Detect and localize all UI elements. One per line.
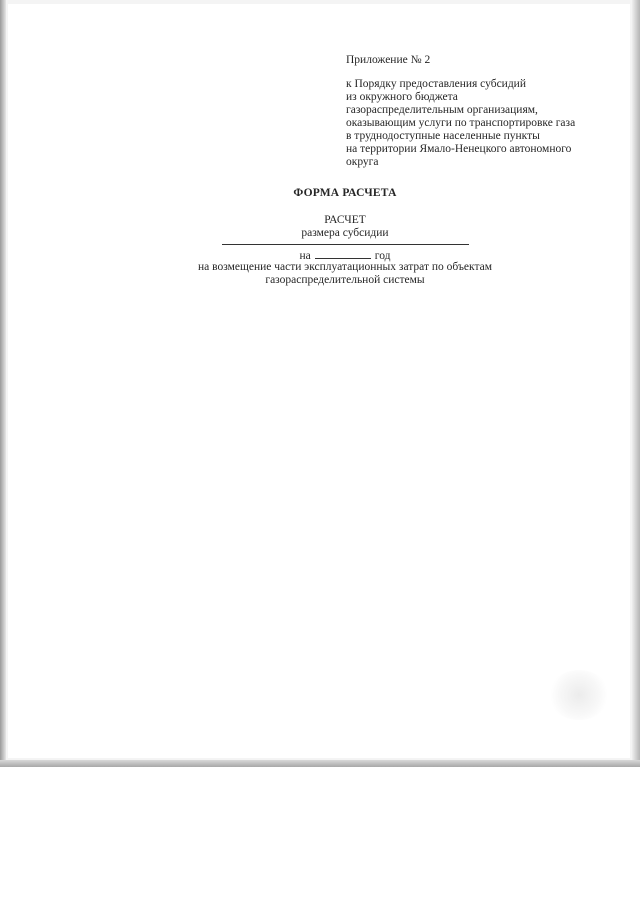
form-title: ФОРМА РАСЧЕТА (293, 187, 397, 199)
calculation-heading (170, 214, 520, 240)
appendix-basis-line: оказывающим услуги по транспортировке газа (346, 117, 576, 129)
year-blank-field (315, 248, 371, 259)
purpose-text (170, 261, 520, 287)
year-prefix: на (299, 250, 311, 262)
appendix-title: Приложение № 2 (346, 54, 431, 66)
organization-name-blank-line (222, 244, 469, 245)
scan-edge-bottom (0, 760, 640, 767)
purpose-line: на возмещение части эксплуатационных затрат по объектам (197, 261, 493, 273)
appendix-basis-line: на территории Ямало-Ненецкого автономного (346, 143, 572, 155)
scan-edge-right (632, 0, 640, 767)
appendix-basis-line: газораспределительным организациям, (346, 104, 538, 116)
appendix-basis-line: из окружного бюджета (346, 91, 458, 103)
appendix-basis (346, 78, 575, 169)
appendix-header (346, 54, 575, 169)
scan-edge-left (0, 0, 6, 767)
calculation-subtitle: размера субсидии (301, 227, 389, 239)
appendix-basis-line: к Порядку предоставления субсидий (346, 78, 526, 90)
calculation-title: РАСЧЕТ (324, 214, 366, 226)
faint-stamp-mark (548, 670, 610, 720)
purpose-line: газораспределительной системы (265, 274, 425, 286)
year-suffix: год (374, 250, 391, 262)
appendix-basis-line: в труднодоступные населенные пункты (346, 130, 540, 142)
appendix-basis-line: округа (346, 156, 379, 168)
